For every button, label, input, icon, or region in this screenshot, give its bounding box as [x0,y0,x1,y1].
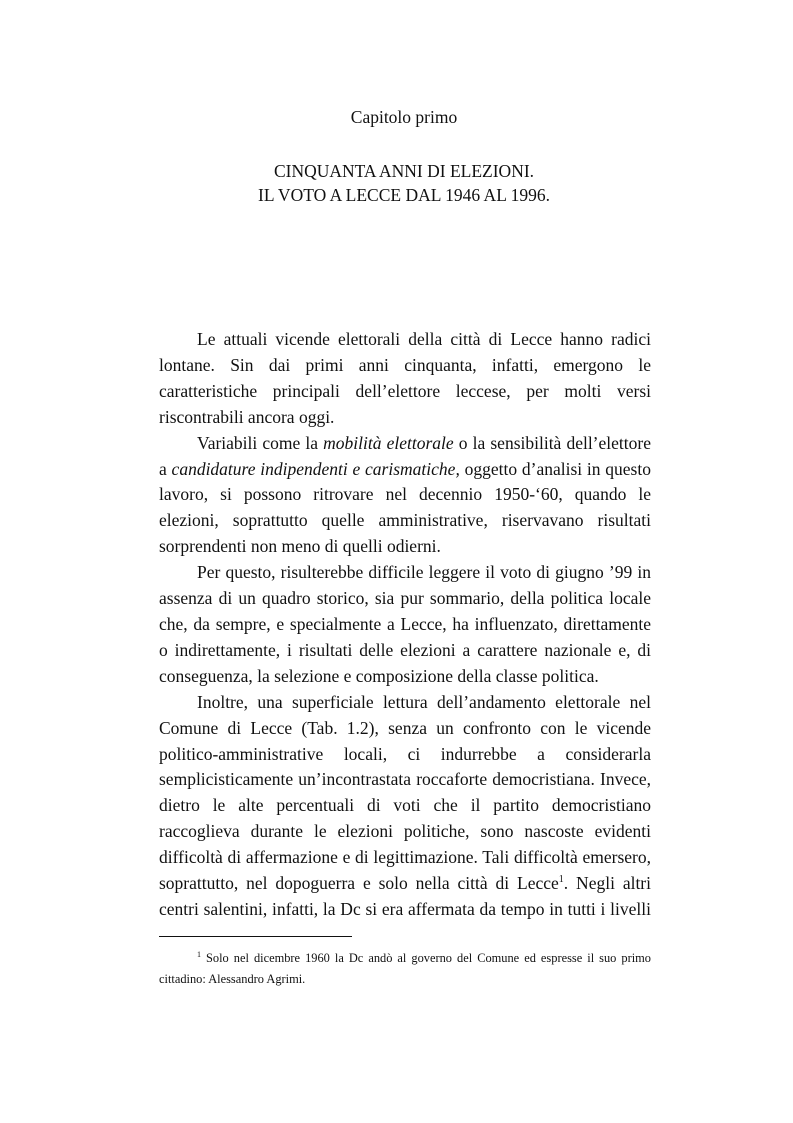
paragraph-4-text: Inoltre, una superficiale lettura dell’andamento elettorale nel Comune di Lecce (Tab. 1.2), senza un confronto con le vicende politico-amministrative locali, ci indurrebbe a considerarla semplicisticamente un’incontrastata roccaforte democristiana. Invece, dietro le alte percentuali di voti che il partito democristiano raccoglieva durante le elezioni politiche, sono nascoste evidenti difficoltà di affermazione e di legittimazione. Tali difficoltà emersero, soprattutto, nel dopoguerra e solo nella città di Lecce [159,691,651,894]
body-text [159,327,651,923]
paragraph-1: Le attuali vicende elettorali della città di Lecce hanno radici lontane. Sin dai primi anni cinquanta, infatti, emergono le caratteristiche principali dell’elettore leccese, per molti versi riscontrabili ancora oggi. [159,329,651,427]
paragraph-3: Per questo, risulterebbe difficile leggere il voto di giugno ’99 in assenza di un quadro storico, sia pur sommario, della politica locale che, da sempre, e specialmente a Lecce, ha influenzato, direttamente o indirettamente, i risultati delle elezioni a carattere nazionale e, di conseguenza, la selezione e composizione della classe politica. [159,562,651,686]
paragraph-2-text: o la sensibilità dell’elettore a [159,432,651,479]
chapter-label: Capitolo primo [350,107,458,127]
footnote-reference[interactable]: 1 [558,874,564,886]
chapter-title-line-2: IL VOTO A LECCE DAL 1946 AL 1996. [258,185,550,205]
paragraph-2-text: oggetto d’analisi in questo lavoro, si possono ritrovare nel decennio 1950-‘60, quando le elezioni, soprattutto quelle amministrative, riservavano risultati sorprendenti non meno di quelli odierni. [159,458,651,557]
footnote-text [159,948,651,990]
chapter-title [0,159,793,207]
footnote-body: Solo nel dicembre 1960 la Dc andò al governo del Comune ed espresse il suo primo cittadino: Alessandro Agrimi. [159,951,651,986]
paragraph-4 [159,690,651,923]
emphasis-term: mobilità elettorale [323,432,454,453]
footnote-divider [159,936,352,937]
paragraph-4-text: . Negli altri centri salentini, infatti, la Dc si era affermata da tempo in tutti i livelli [159,873,651,919]
footnote [159,948,651,990]
chapter-title-line-1: CINQUANTA ANNI DI ELEZIONI. [273,161,535,181]
emphasis-term: candidature indipendenti e carismatiche, [171,458,460,479]
paragraph-2-text: Variabili come la [197,432,324,453]
footnote-number: 1 [197,949,201,959]
paragraph-2 [159,431,651,561]
